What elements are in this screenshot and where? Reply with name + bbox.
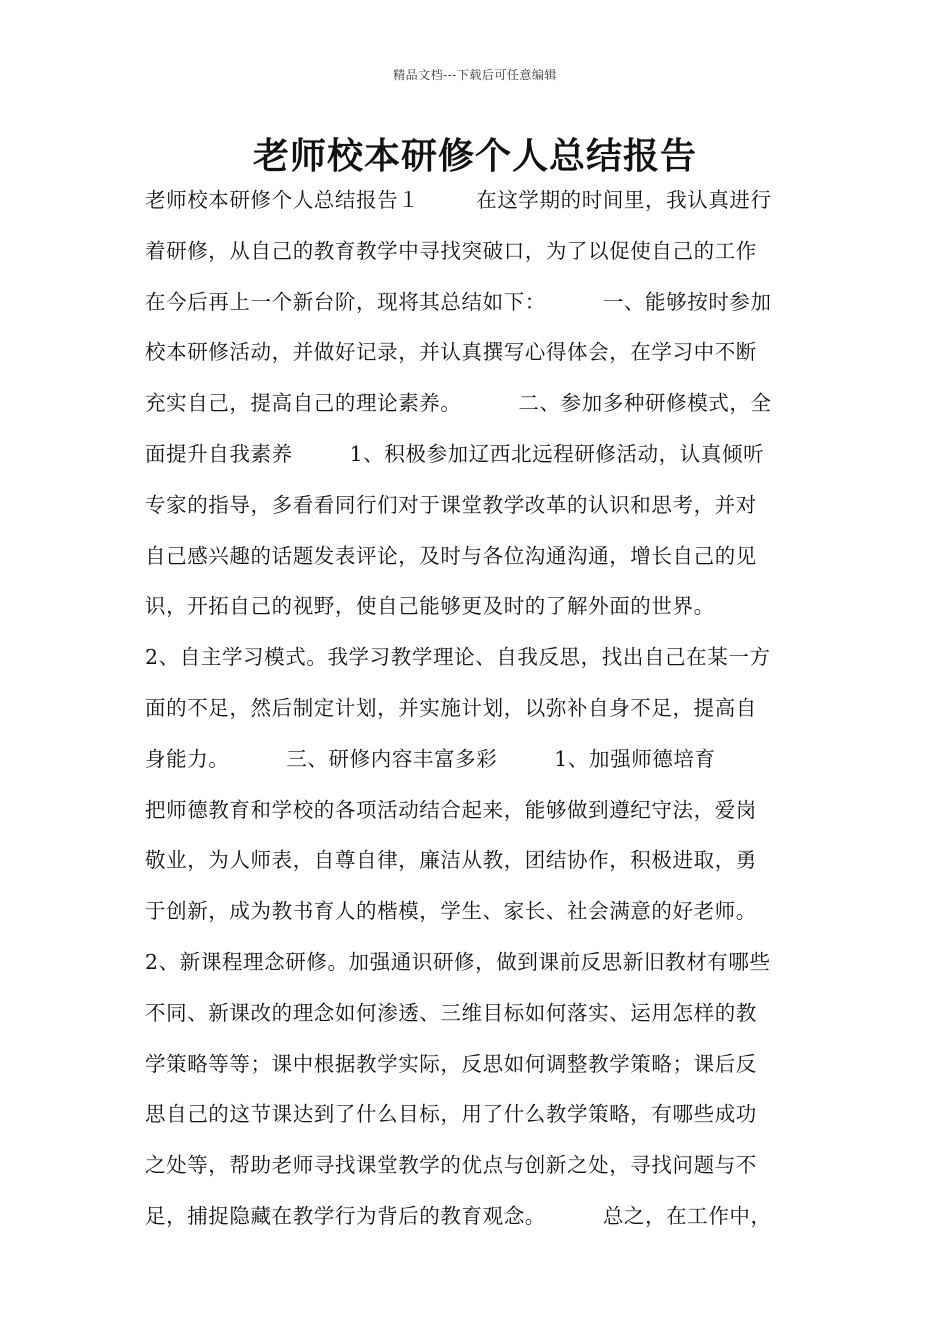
body-line: 着研修，从自己的教育教学中寻找突破口，为了以促使自己的工作 <box>145 238 757 263</box>
body-line: 之处等，帮助老师寻找课堂教学的优点与创新之处，寻找问题与不 <box>145 1153 757 1178</box>
body-text <box>145 180 810 1247</box>
body-line: 老师校本研修个人总结报告１ 在这学期的时间里，我认真进行 <box>145 188 772 212</box>
body-line: 学策略等等；课中根据教学实际，反思如何调整教学策略；课后反 <box>145 1051 757 1076</box>
body-line: 识，开拓自己的视野，使自己能够更及时的了解外面的世界。 <box>145 594 715 619</box>
body-line: 把师德教育和学校的各项活动结合起来，能够做到遵纪守法，爱岗 <box>145 797 757 822</box>
body-line: 校本研修活动，并做好记录，并认真撰写心得体会，在学习中不断 <box>145 340 757 365</box>
body-line: 于创新，成为教书育人的楷模，学生、家长、社会满意的好老师。 <box>145 899 757 924</box>
header-note: 精品文档---下载后可任意编辑 <box>393 68 557 82</box>
body-line: 在今后再上一个新台阶，现将其总结如下： 一、能够按时参加 <box>145 289 772 314</box>
body-line: 自己感兴趣的话题发表评论，及时与各位沟通沟通，增长自己的见 <box>145 543 757 568</box>
body-line: 专家的指导，多看看同行们对于课堂教学改革的认识和思考，并对 <box>145 492 757 517</box>
body-line: 身能力。 三、研修内容丰富多彩 1、加强师德培育 <box>145 746 716 771</box>
body-line: 面提升自我素养 1、积极参加辽西北远程研修活动，认真倾听 <box>145 441 765 466</box>
body-line: 2、新课程理念研修。加强通识研修，做到课前反思新旧教材有哪些 <box>145 949 771 974</box>
body-line: 面的不足，然后制定计划，并实施计划，以弥补自身不足，提高自 <box>145 695 757 720</box>
body-line: 足，捕捉隐藏在教学行为背后的教育观念。 总之，在工作中， <box>145 1203 772 1228</box>
body-line: 2、自主学习模式。我学习教学理论、自我反思，找出自己在某一方 <box>145 645 771 670</box>
document-title: 老师校本研修个人总结报告 <box>252 135 697 177</box>
body-line: 敬业，为人师表，自尊自律，廉洁从教，团结协作，积极进取，勇 <box>145 848 757 873</box>
body-line: 思自己的这节课达到了什么目标，用了什么教学策略，有哪些成功 <box>145 1102 757 1127</box>
body-line: 不同、新课改的理念如何渗透、三维目标如何落实、运用怎样的教 <box>145 1000 757 1025</box>
body-line: 充实自己，提高自己的理论素养。 二、参加多种研修模式，全 <box>145 391 772 416</box>
